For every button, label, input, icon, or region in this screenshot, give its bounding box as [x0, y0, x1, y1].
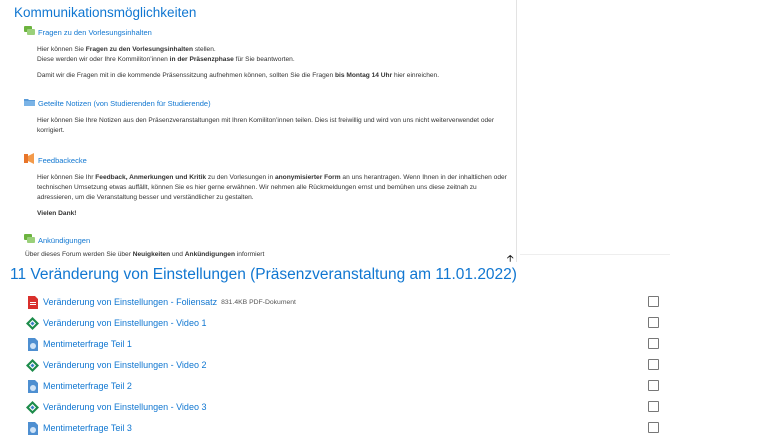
forum-icon: [24, 23, 35, 41]
forum-questions-link[interactable]: [24, 25, 507, 39]
activity-item[interactable]: [26, 398, 666, 416]
forum-feedback-link[interactable]: [24, 153, 507, 167]
activity-item[interactable]: [26, 419, 666, 437]
activity-name[interactable]: Mentimeterfrage Teil 1: [43, 339, 132, 349]
forum-shared-notes: [24, 96, 507, 136]
forum-shared-notes-link[interactable]: [24, 96, 507, 110]
video-icon: [26, 317, 39, 330]
desc-line: Über dieses Forum werden Sie über Neuigkeiten und Ankündigungen informiert: [25, 251, 265, 258]
completion-checkbox[interactable]: [648, 359, 659, 370]
activity-name[interactable]: Veränderung von Einstellungen - Foliensatz: [43, 297, 218, 307]
url-icon: [26, 380, 39, 393]
completion-checkbox[interactable]: [648, 338, 659, 349]
activity-meta: 831.4KB PDF-Dokument: [221, 298, 296, 306]
desc-line: Diese werden wir oder Ihre Kommilitonʻinnen in der Präsenzphase für Sie beantworten.: [37, 56, 295, 63]
forum-description: [37, 173, 507, 219]
activity-name[interactable]: Mentimeterfrage Teil 2: [43, 381, 132, 391]
forum-announcements-link[interactable]: [24, 233, 495, 247]
feedback-icon: [24, 151, 35, 169]
scroll-up-icon[interactable]: 🡡: [507, 253, 514, 263]
desc-line: Vielen Dank!: [37, 210, 77, 217]
activity-name[interactable]: Veränderung von Einstellungen - Video 1: [43, 318, 207, 328]
completion-checkbox[interactable]: [648, 296, 659, 307]
forum-feedback: [24, 153, 507, 219]
desc-line: Damit wir die Fragen mit in die kommende Präsenssitzung aufnehmen können, sollten Sie die Fragen bis Montag 14 Uhr hier einreichen.: [37, 72, 440, 79]
desc-line: Hier können Sie Fragen zu den Vorlesungsinhalten stellen.: [37, 46, 216, 53]
url-icon: [26, 338, 39, 351]
pdf-icon: [26, 296, 39, 309]
forum-label: Geteilte Notizen (von Studierenden für Studierende): [38, 98, 211, 108]
forum-label: Ankündigungen: [38, 235, 91, 245]
desc-line: Hier können Sie Ihre Notizen aus den Präsenzveranstaltungen mit Ihren Komilitonʻinnen teilen. Dies ist freiwillig und wird von uns nicht weiterverwendet oder korrigiert.: [37, 117, 495, 134]
forum-label: Feedbackecke: [38, 155, 87, 165]
forum-announcements: [24, 233, 495, 260]
section-title[interactable]: 11 Veränderung von Einstellungen (Präsenzveranstaltung am 11.01.2022): [10, 266, 517, 283]
video-icon: [26, 401, 39, 414]
forum-label: Fragen zu den Vorlesungsinhalten: [38, 27, 152, 37]
activity-name[interactable]: Veränderung von Einstellungen - Video 3: [43, 402, 207, 412]
completion-checkbox[interactable]: [648, 422, 659, 433]
forum-description: [25, 250, 495, 260]
folder-icon: [24, 94, 35, 112]
activity-name[interactable]: Veränderung von Einstellungen - Video 2: [43, 360, 207, 370]
activity-item[interactable]: [26, 293, 666, 311]
activity-item[interactable]: [26, 356, 666, 374]
divider: [520, 254, 670, 255]
communication-panel: [0, 0, 517, 262]
forum-description: [37, 116, 507, 136]
activity-item[interactable]: [26, 314, 666, 332]
url-icon: [26, 422, 39, 435]
forum-icon: [24, 231, 35, 249]
activity-name[interactable]: Mentimeterfrage Teil 3: [43, 423, 132, 433]
completion-checkbox[interactable]: [648, 380, 659, 391]
completion-checkbox[interactable]: [648, 317, 659, 328]
video-icon: [26, 359, 39, 372]
activity-item[interactable]: [26, 335, 666, 353]
completion-checkbox[interactable]: [648, 401, 659, 412]
forum-questions: [24, 25, 507, 81]
forum-description: [37, 45, 507, 81]
activity-item[interactable]: [26, 377, 666, 395]
panel-title: Kommunikationsmöglichkeiten: [14, 5, 197, 20]
desc-line: Hier können Sie Ihr Feedback, Anmerkungen und Kritik zu den Vorlesungen in anonymisierter Form an uns herantragen. Wenn Ihnen in der inhaltlichen oder technischen Umsetzung etwas auffällt, können Sie es hier gerne erwähnen. Wir nehmen alle Rückmeldungen ernst und bemühen uns diese zeitnah zu adressieren, um die Veranstaltung besser und verständlicher zu gestalten.: [37, 174, 507, 201]
